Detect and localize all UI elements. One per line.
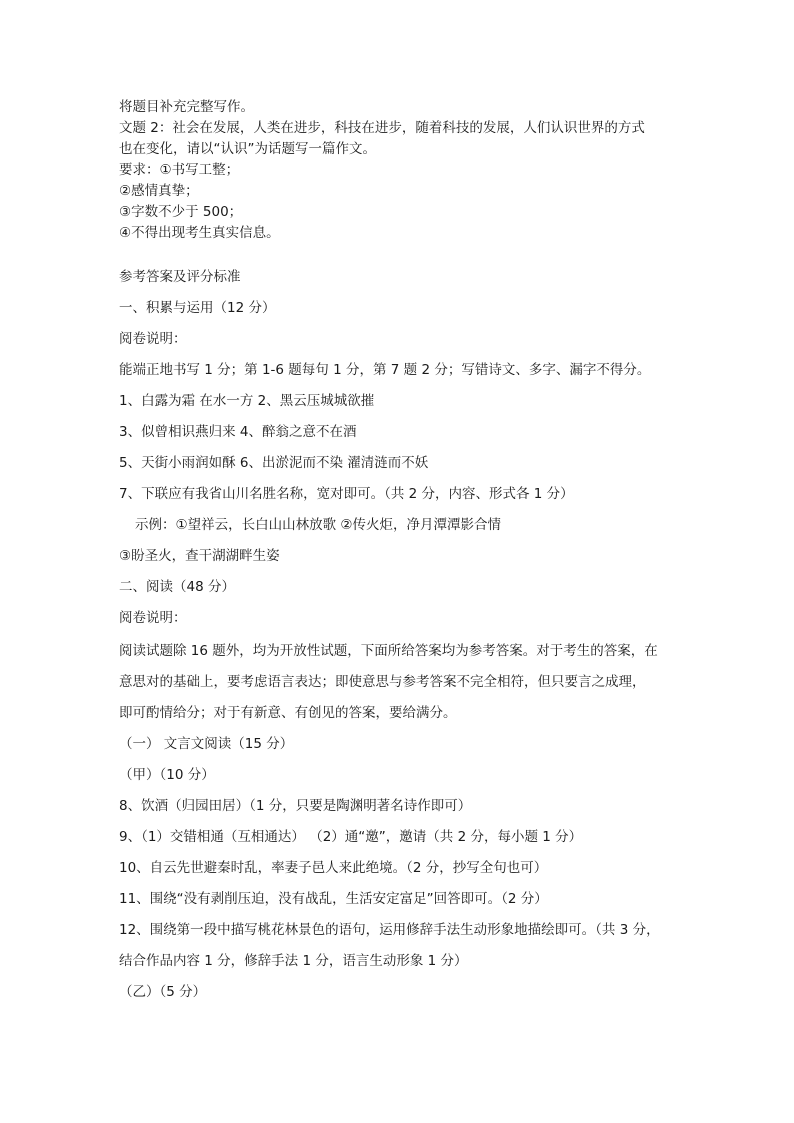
text-line: 阅读试题除 16 题外，均为开放性试题，下面所给答案均为参考答案。对于考生的答案，在 bbox=[119, 643, 658, 659]
text-line: 也在变化，请以“认识”为话题写一篇作文。 bbox=[119, 141, 376, 157]
subsection-heading: （乙）（5 分） bbox=[119, 984, 207, 1000]
example-line: ③盼圣火，查干湖湖畔生姿 bbox=[119, 548, 280, 564]
text-line: 文题 2：社会在发展，人类在进步，科技在进步，随着科技的发展，人们认识世界的方式 bbox=[119, 120, 645, 136]
answer-line: 9、（1）交错相通（互相通达） （2）通“邀”，邀请（共 2 分，每小题 1 分） bbox=[119, 829, 583, 845]
text-line: 将题目补充完整写作。 bbox=[119, 99, 254, 115]
answer-line: 8、饮酒（归园田居）（1 分，只要是陶渊明著名诗作即可） bbox=[119, 798, 472, 814]
section-heading: 参考答案及评分标准 bbox=[119, 269, 241, 285]
answer-line: 3、似曾相识燕归来 4、醉翁之意不在酒 bbox=[119, 424, 357, 440]
answer-line: 7、下联应有我省山川名胜名称，宽对即可。（共 2 分，内容、形式各 1 分） bbox=[119, 486, 574, 502]
answer-line: 12、围绕第一段中描写桃花林景色的语句，运用修辞手法生动形象地描绘即可。（共 3 分， bbox=[119, 922, 660, 938]
text-line: ③字数不少于 500； bbox=[119, 204, 243, 220]
answer-line: 10、自云先世避秦时乱，率妻子邑人来此绝境。（2 分，抄写全句也可） bbox=[119, 860, 548, 876]
text-line: 即可酌情给分；对于有新意、有创见的答案，要给满分。 bbox=[119, 705, 457, 721]
text-line: 阅卷说明： bbox=[119, 331, 187, 347]
text-line: 阅卷说明： bbox=[119, 610, 187, 626]
text-line: 要求：①书写工整； bbox=[119, 162, 240, 178]
section-heading: 一、积累与运用（12 分） bbox=[119, 300, 276, 316]
text-line: ②感情真挚； bbox=[119, 183, 199, 199]
example-line: 示例：①望祥云，长白山山林放歌 ②传火炬，净月潭潭影合情 bbox=[135, 517, 501, 533]
section-heading: 二、阅读（48 分） bbox=[119, 579, 235, 595]
text-line: ④不得出现考生真实信息。 bbox=[119, 225, 280, 241]
subsection-heading: （甲）（10 分） bbox=[119, 767, 215, 783]
answer-line: 1、白露为霜 在水一方 2、黑云压城城欲摧 bbox=[119, 393, 375, 409]
answer-line: 5、天街小雨润如酥 6、出淤泥而不染 濯清涟而不妖 bbox=[119, 455, 429, 471]
text-line: 意思对的基础上，要考虑语言表达；即使意思与参考答案不完全相符，但只要言之成理， bbox=[119, 674, 646, 690]
answer-line: 结合作品内容 1 分，修辞手法 1 分，语言生动形象 1 分） bbox=[119, 953, 468, 969]
subsection-heading: （一） 文言文阅读（15 分） bbox=[119, 736, 294, 752]
answer-line: 11、围绕“没有剥削压迫，没有战乱，生活安定富足”回答即可。（2 分） bbox=[119, 891, 548, 907]
text-line: 能端正地书写 1 分；第 1-6 题每句 1 分，第 7 题 2 分；写错诗文、多字、漏字不得分。 bbox=[119, 362, 651, 378]
